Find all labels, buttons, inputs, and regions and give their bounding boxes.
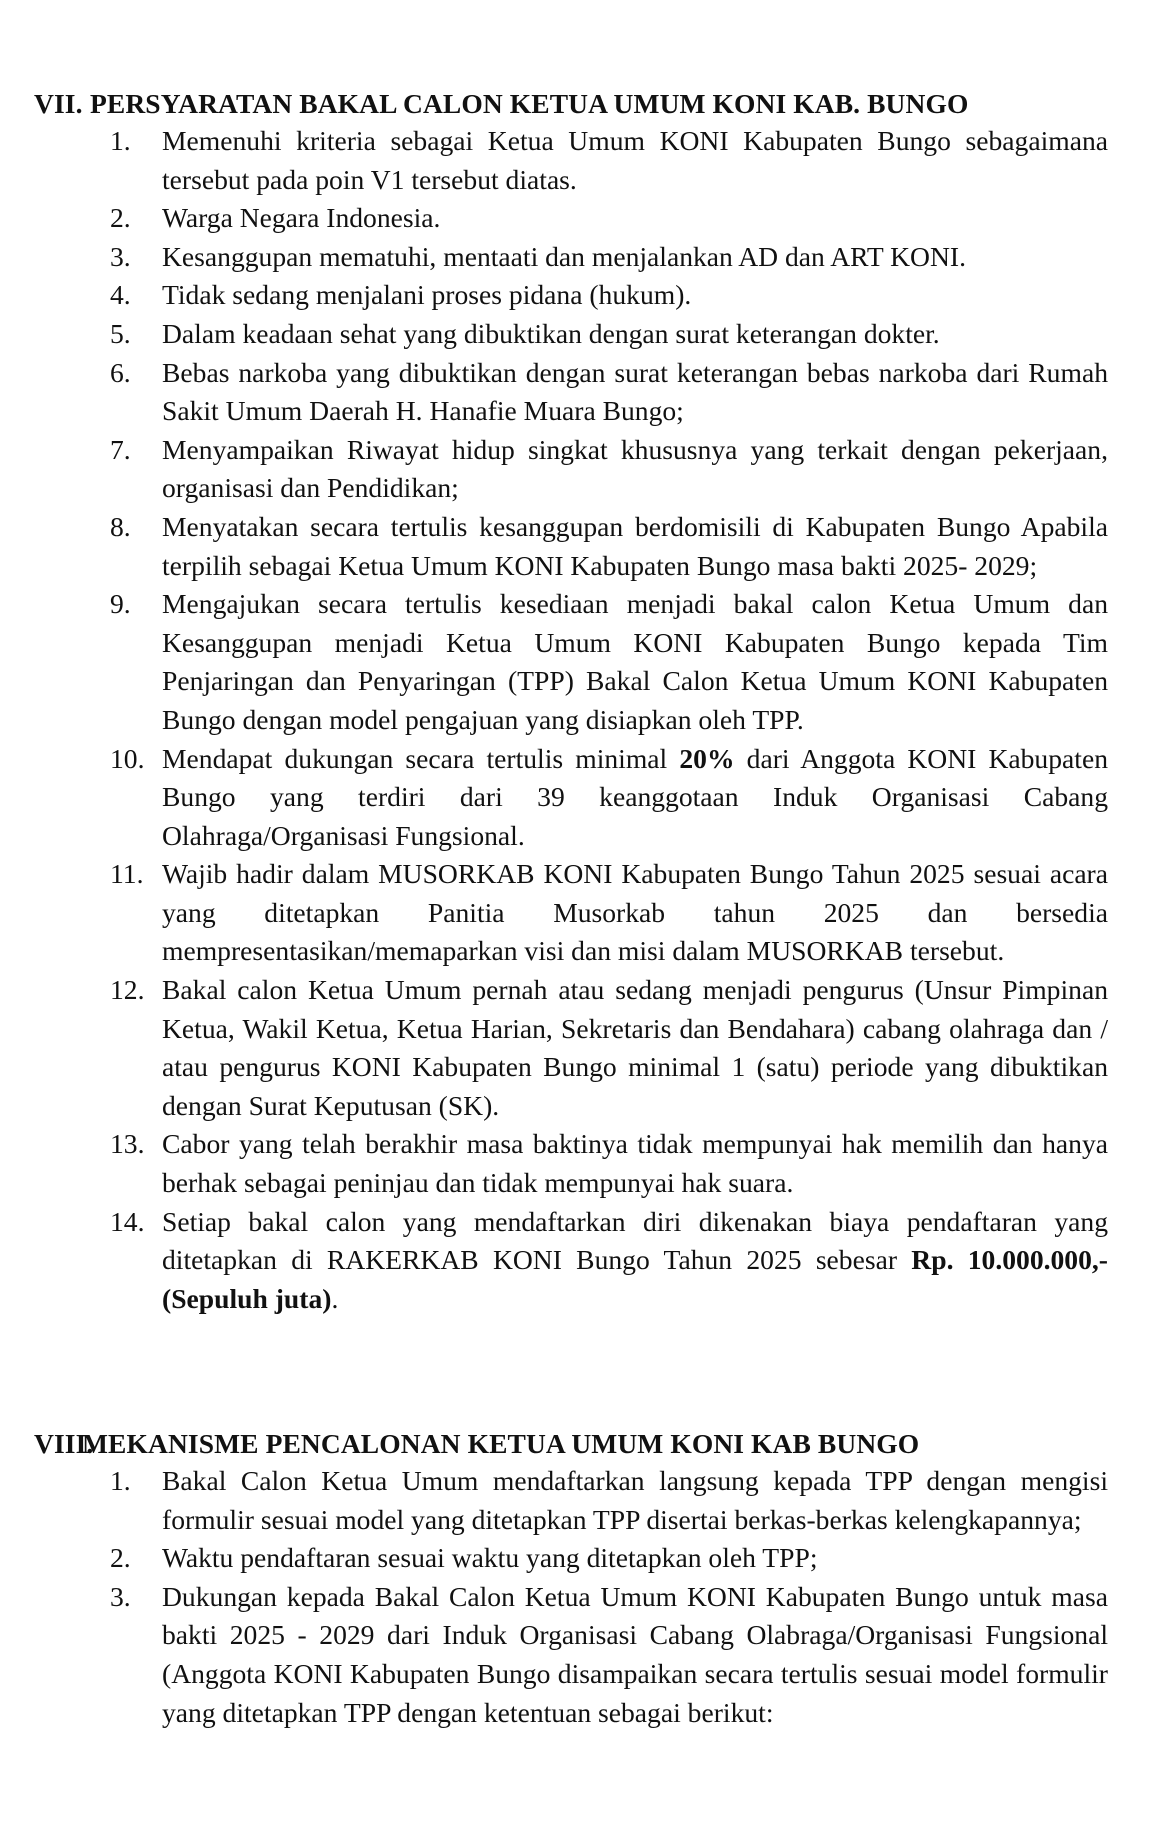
item-number: 2. xyxy=(110,1542,131,1574)
list-item xyxy=(0,740,1108,856)
list-item xyxy=(0,315,1108,354)
item-number: 1. xyxy=(110,1465,131,1496)
list-item xyxy=(0,431,1108,508)
section-title: MEKANISME PENCALONAN KETUA UMUM KONI KAB BUNGO xyxy=(82,1428,920,1459)
section-numeral: VII. xyxy=(34,88,83,119)
item-number: 10. xyxy=(110,742,145,774)
list-item xyxy=(0,354,1108,431)
section-title: PERSYARATAN BAKAL CALON KETUA UMUM KONI KAB. BUNGO xyxy=(90,88,969,119)
list-item xyxy=(0,855,1108,971)
list-item xyxy=(0,238,1108,277)
item-number: 8. xyxy=(110,510,131,542)
list-item xyxy=(0,199,1108,238)
item-text: Menyatakan secara tertulis kesanggupan berdomisili di Kabupaten Bungo Apabila terpilih sebagai Ketua Umum KONI Kabupaten Bungo masa bakti 2025- 2029; xyxy=(162,510,1108,581)
item-number: 12. xyxy=(110,974,145,1006)
section-heading xyxy=(34,87,1170,121)
item-text: Cabor yang telah berakhir masa baktinya tidak mempunyai hak memilih dan hanya berhak sebagai peninjau dan tidak mempunyai hak suara. xyxy=(162,1128,1108,1199)
item-text: Bakal calon Ketua Umum pernah atau sedang menjadi pengurus (Unsur Pimpinan Ketua, Wakil Ketua, Ketua Harian, Sekretaris dan Bendahara) cabang olahraga dan / atau pengurus KONI Kabupaten Bungo minimal 1 (satu) periode yang dibuktikan dengan Surat Keputusan (SK). xyxy=(162,974,1108,1121)
item-text: Menyampaikan Riwayat hidup singkat khususnya yang terkait dengan pekerjaan, organisasi dan Pendidikan; xyxy=(162,433,1108,504)
section-viii xyxy=(0,1427,1170,1732)
item-text: Dalam keadaan sehat yang dibuktikan dengan surat keterangan dokter. xyxy=(162,317,940,349)
item-number: 6. xyxy=(110,356,131,388)
item-number: 3. xyxy=(110,240,131,272)
item-text: Tidak sedang menjalani proses pidana (hukum). xyxy=(162,279,692,311)
list-item xyxy=(0,1125,1108,1202)
item-text-before: Mendapat dukungan secara tertulis minimal xyxy=(162,742,680,774)
item-number: 1. xyxy=(110,125,131,156)
list-item xyxy=(0,971,1108,1125)
item-number: 7. xyxy=(110,433,131,465)
item-text-bold: Rp. 10.000.000,- (Sepuluh juta) xyxy=(162,1244,1108,1314)
section-heading xyxy=(34,1427,1170,1461)
list-item xyxy=(0,1462,1108,1539)
item-number: 4. xyxy=(110,279,131,311)
item-number: 14. xyxy=(110,1205,145,1237)
list-item xyxy=(0,1203,1108,1319)
item-text: Waktu pendaftaran sesuai waktu yang ditetapkan oleh TPP; xyxy=(162,1542,818,1574)
item-text-bold: 20% xyxy=(679,742,735,774)
item-number: 11. xyxy=(110,858,144,890)
list-item xyxy=(0,122,1108,199)
list-item xyxy=(0,508,1108,585)
item-text: Warga Negara Indonesia. xyxy=(162,202,441,234)
list-item xyxy=(0,1539,1108,1578)
item-text-before: Setiap bakal calon yang mendaftarkan diri dikenakan biaya pendaftaran yang ditetapkan di RAKERKAB KONI Bungo Tahun 2025 sebesar xyxy=(162,1205,1108,1276)
requirements-list xyxy=(0,122,1170,1318)
item-text: Memenuhi kriteria sebagai Ketua Umum KONI Kabupaten Bungo sebagaimana tersebut pada poin V1 tersebut diatas. xyxy=(162,125,1108,195)
item-text: Kesanggupan mematuhi, mentaati dan menjalankan AD dan ART KONI. xyxy=(162,240,966,272)
item-number: 2. xyxy=(110,202,131,234)
list-item xyxy=(0,585,1108,739)
section-vii xyxy=(0,87,1170,1318)
item-text-after: . xyxy=(331,1282,339,1314)
item-text: Mengajukan secara tertulis kesediaan menjadi bakal calon Ketua Umum dan Kesanggupan menjadi Ketua Umum KONI Kabupaten Bungo kepada Tim Penjaringan dan Penyaringan (TPP) Bakal Calon Ketua Umum KONI Kabupaten Bungo dengan model pengajuan yang disiapkan oleh TPP. xyxy=(162,588,1108,735)
item-text: Bebas narkoba yang dibuktikan dengan surat keterangan bebas narkoba dari Rumah Sakit Umum Daerah H. Hanafie Muara Bungo; xyxy=(162,356,1108,427)
item-number: 9. xyxy=(110,588,131,620)
item-text: Wajib hadir dalam MUSORKAB KONI Kabupaten Bungo Tahun 2025 sesuai acara yang ditetapkan Panitia Musorkab tahun 2025 dan bersedia mempresentasikan/memaparkan visi dan misi dalam MUSORKAB tersebut. xyxy=(162,858,1108,967)
item-number: 5. xyxy=(110,317,131,349)
item-text: Bakal Calon Ketua Umum mendaftarkan langsung kepada TPP dengan mengisi formulir sesuai model yang ditetapkan TPP disertai berkas-berkas kelengkapannya; xyxy=(162,1465,1108,1535)
item-text: Dukungan kepada Bakal Calon Ketua Umum KONI Kabupaten Bungo untuk masa bakti 2025 - 2029 dari Induk Organisasi Cabang Olabraga/Organisasi Fungsional (Anggota KONI Kabupaten Bungo disampaikan secara tertulis sesuai model formulir yang ditetapkan TPP dengan ketentuan sebagai berikut: xyxy=(162,1580,1108,1728)
item-number: 3. xyxy=(110,1580,131,1612)
item-text-after: dari Anggota KONI Kabupaten Bungo yang terdiri dari 39 keanggotaan Induk Organisasi Cabang Olahraga/Organisasi Fungsional. xyxy=(162,742,1108,851)
item-number: 13. xyxy=(110,1128,145,1160)
list-item xyxy=(0,1578,1108,1732)
mechanism-list xyxy=(0,1462,1170,1732)
list-item xyxy=(0,276,1108,315)
section-numeral: VIII. xyxy=(34,1428,94,1459)
